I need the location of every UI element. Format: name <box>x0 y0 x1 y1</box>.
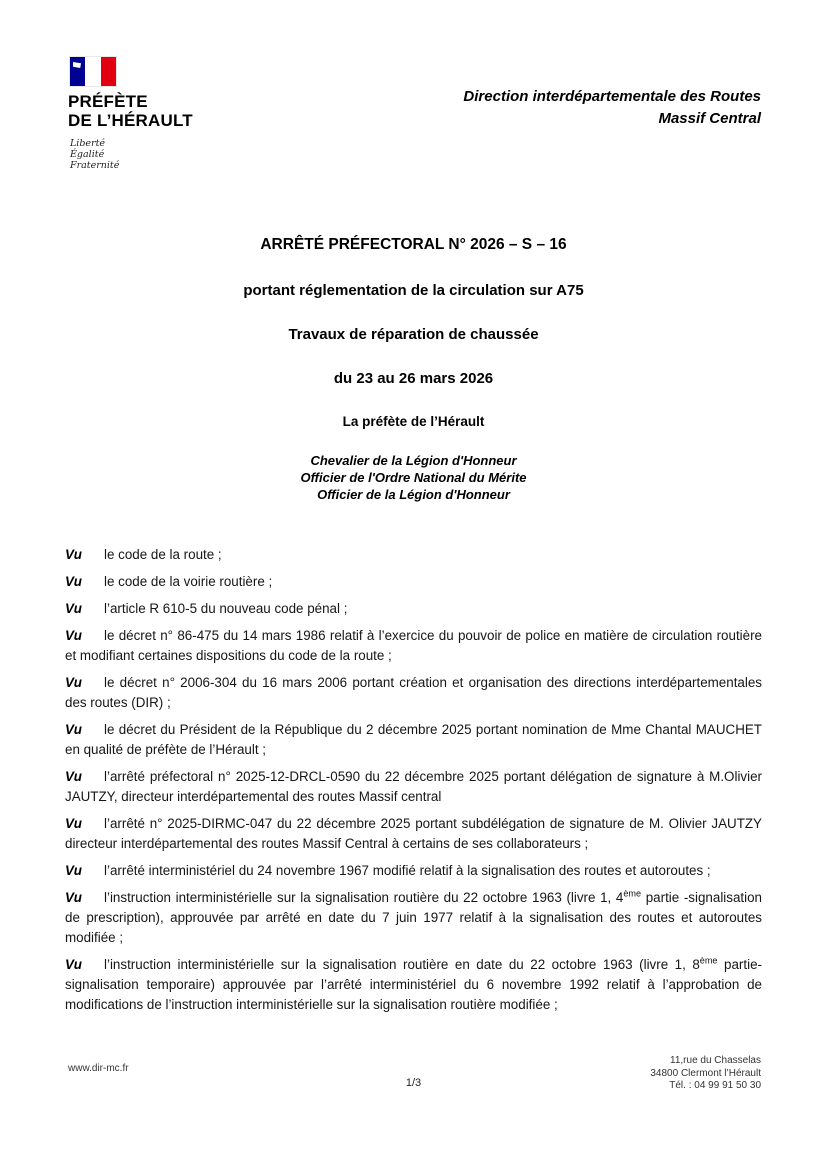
vu-clause <box>65 626 762 666</box>
address-city: 34800 Clermont l’Hérault <box>650 1067 761 1079</box>
prefecture-name <box>68 92 193 130</box>
vu-label: Vu <box>65 722 82 737</box>
footer-address <box>650 1055 761 1093</box>
direction-line2: Massif Central <box>658 110 761 127</box>
vu-clause <box>65 888 762 948</box>
clause-text: le décret n° 2006-304 du 16 mars 2006 portant création et organisation des directions interdépartementales des routes (DIR) ; <box>65 675 762 710</box>
motto-egalite: Égalité <box>70 149 105 160</box>
authority-line: La préfète de l’Hérault <box>342 414 485 429</box>
flag-blue-stripe <box>70 57 85 86</box>
clause-text: le code de la voirie routière ; <box>104 574 273 589</box>
footer-website: www.dir-mc.fr <box>68 1063 129 1074</box>
clause-text: le décret n° 86-475 du 14 mars 1986 relatif à l’exercice du pouvoir de police en matière de circulation routière et modifiant certaines dispositions du code de la route ; <box>65 628 762 663</box>
clause-superscript: ème <box>623 888 642 899</box>
vu-label: Vu <box>65 863 82 878</box>
republic-motto <box>70 138 193 171</box>
vu-clause <box>65 673 762 713</box>
french-flag-icon <box>70 57 116 86</box>
document-dates: du 23 au 26 mars 2026 <box>333 370 494 387</box>
vu-label: Vu <box>65 675 82 690</box>
clauses <box>65 545 762 1022</box>
vu-label: Vu <box>65 547 82 562</box>
vu-clause <box>65 814 762 854</box>
motto-fraternite: Fraternité <box>70 160 120 171</box>
address-phone: Tél. : 04 99 91 50 30 <box>669 1080 761 1091</box>
prefecture-name-line1: PRÉFÈTE <box>68 92 148 111</box>
clause-text: le décret du Président de la République du 2 décembre 2025 portant nomination de Mme Chantal MAUCHET en qualité de préfète de l’Hérault ; <box>65 722 762 757</box>
address-street: 11,rue du Chasselas <box>670 1055 761 1066</box>
vu-label: Vu <box>65 890 82 905</box>
vu-label: Vu <box>65 816 82 831</box>
vu-clause <box>65 955 762 1015</box>
honors-block <box>0 452 827 503</box>
vu-clause <box>65 861 762 881</box>
document-works: Travaux de réparation de chaussée <box>288 326 539 343</box>
vu-label: Vu <box>65 628 82 643</box>
document-subject: portant réglementation de la circulation sur A75 <box>243 282 584 299</box>
page-number: 1/3 <box>405 1077 422 1089</box>
flag-red-stripe <box>101 57 116 86</box>
prefecture-logo <box>68 57 193 171</box>
issuing-direction <box>463 86 761 130</box>
vu-clause <box>65 545 762 565</box>
clause-text: l’article R 610-5 du nouveau code pénal ; <box>104 601 348 616</box>
vu-label: Vu <box>65 574 82 589</box>
clause-text: l’instruction interministérielle sur la signalisation routière en date du 22 octobre 1963 (livre 1, 8 <box>104 957 700 972</box>
vu-label: Vu <box>65 957 82 972</box>
vu-clause <box>65 572 762 592</box>
clause-text: partie-signalisation temporaire) approuvée par l’arrêté interministériel du 6 novembre 1992 relatif à l’approbation de modifications de l’instruction interministérielle sur la signalisation routière modifiée ; <box>65 957 762 1012</box>
clause-text: l’arrêté n° 2025-DIRMC-047 du 22 décembre 2025 portant subdélégation de signature de M. Olivier JAUTZY directeur interdépartemental des routes Massif Central à certains de ses collaborateurs ; <box>65 816 762 851</box>
vu-clause <box>65 720 762 760</box>
vu-label: Vu <box>65 601 82 616</box>
vu-clause <box>65 599 762 619</box>
honor-line-2: Officier de l'Ordre National du Mérite <box>300 470 527 485</box>
clause-text: le code de la route ; <box>104 547 222 562</box>
title-block <box>0 236 827 503</box>
flag-white-stripe <box>85 57 100 86</box>
direction-line1: Direction interdépartementale des Routes <box>463 88 761 105</box>
clause-text: partie -signalisation de prescription), approuvée par arrêté en date du 7 juin 1977 relatif à la signalisation des routes et autoroutes modifiée ; <box>65 890 762 945</box>
document-title: ARRÊTÉ PRÉFECTORAL N° 2026 – S – 16 <box>260 236 567 253</box>
clause-text: l’arrêté préfectoral n° 2025-12-DRCL-0590 du 22 décembre 2025 portant délégation de signature à M.Olivier JAUTZY, directeur interdépartemental des routes Massif central <box>65 769 762 804</box>
honor-line-1: Chevalier de la Légion d'Honneur <box>310 453 517 468</box>
clause-text: l’arrêté interministériel du 24 novembre 1967 modifié relatif à la signalisation des routes et autoroutes ; <box>104 863 711 878</box>
prefecture-name-line2: DE L’HÉRAULT <box>68 111 193 130</box>
clause-superscript: ème <box>699 955 718 966</box>
clause-text: l’instruction interministérielle sur la signalisation routière du 22 octobre 1963 (livre 1, 4 <box>104 890 624 905</box>
vu-clause <box>65 767 762 807</box>
honor-line-3: Officier de la Légion d'Honneur <box>317 487 510 502</box>
motto-liberte: Liberté <box>70 138 106 149</box>
vu-label: Vu <box>65 769 82 784</box>
